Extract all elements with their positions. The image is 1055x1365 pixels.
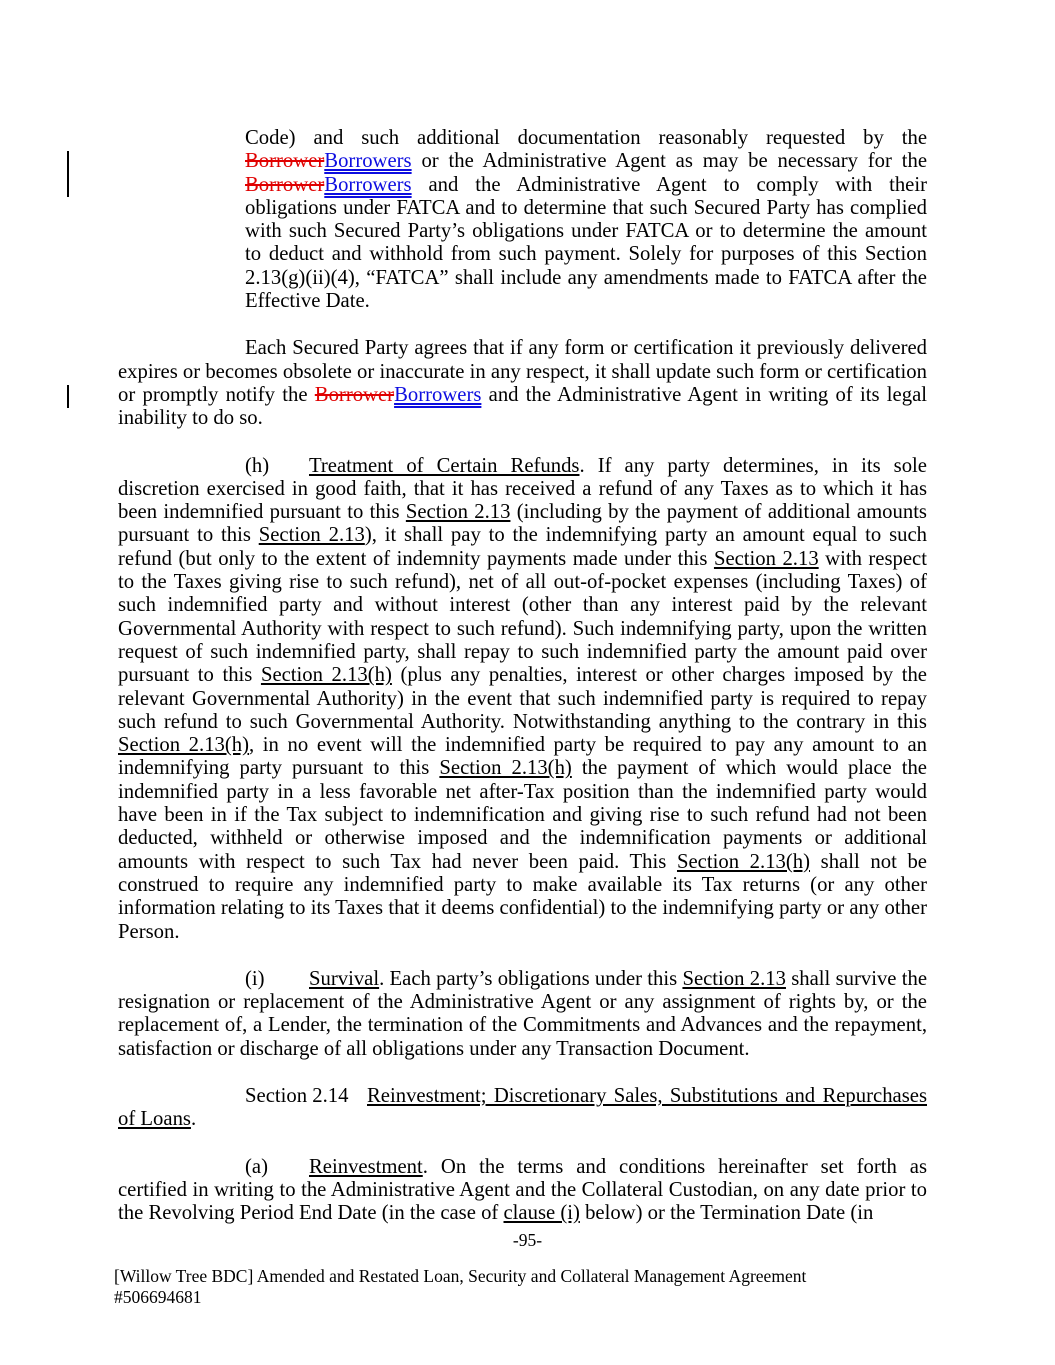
- underlined-reference: Section 2.13: [258, 524, 365, 547]
- underlined-reference: Section 2.13(h): [118, 734, 250, 757]
- underlined-reference: Survival: [309, 967, 380, 990]
- survival-paragraph: [118, 968, 927, 1061]
- text-run: shall survive the resignation or replacement of the Administrative Agent or any assignment of rights by, or the replacement of, a Lender, the termination of the Commitments and Advances and the repayment, satisfaction or discharge of all obligations under any Transaction Document.: [118, 967, 927, 1060]
- text-run: or the Administrative Agent as may be necessary for the: [411, 150, 927, 173]
- text-run: the payment of which would place the indemnified party in a less favorable net after-Tax position than the indemnified party would have been in if the Tax subject to indemnification and giving rise to such refund had not been deducted, withheld or otherwise imposed and the indemnification payments or additional amounts with respect to such Tax had never been paid. This: [118, 757, 927, 873]
- underlined-reference: Section 2.13(h): [676, 850, 811, 873]
- text-run: , in no event will the indemnified party be required to pay any amount to an indemnifying party pursuant to this: [118, 734, 927, 780]
- underlined-reference: Reinvestment: [309, 1155, 423, 1178]
- list-marker: (i): [245, 967, 265, 990]
- underlined-reference: Section 2.13: [682, 967, 786, 990]
- text-run: .: [190, 1108, 197, 1131]
- secured-party-update-paragraph: [118, 337, 927, 430]
- text-run: . Each party’s obligations under this: [379, 967, 683, 990]
- reinvestment-paragraph: [118, 1156, 927, 1226]
- list-marker: Section 2.14: [245, 1084, 349, 1107]
- text-run: and the Administrative Agent to comply with their obligations under FATCA and to determine that such Secured Party has complied with such Secured Party’s obligations under FATCA or to determine the amount to deduct and withhold from such payment. Solely for purposes of this Section 2.13(g)(ii)(4), “FATCA” shall include any amendments made to FATCA after the Effective Date.: [245, 173, 927, 313]
- list-marker: (h): [245, 454, 270, 477]
- text-run: . If any party determines, in its sole discretion exercised in good faith, that it has received a refund of any Taxes as to which it has been indemnified pursuant to this: [118, 454, 927, 524]
- revision-change-bar: [67, 385, 69, 408]
- underlined-reference: Section 2.13: [405, 501, 511, 524]
- inserted-text: Borrowers: [394, 383, 482, 406]
- inserted-text: Borrowers: [324, 150, 412, 173]
- underlined-reference: Section 2.13(h): [260, 664, 392, 687]
- underlined-reference: Reinvestment; Discretionary Sales, Substitutions and Repurchases of Loans: [118, 1084, 927, 1131]
- text-run: ), it shall pay to the indemnifying party an amount equal to such refund (but only to the extent of indemnity payments made under this: [118, 524, 927, 570]
- deleted-text: Borrower: [245, 173, 325, 196]
- text-run: Code) and such additional documentation reasonably requested by the: [245, 127, 927, 149]
- text-run: . On the terms and conditions hereinafter set forth as certified in writing to the Administrative Agent and the Collateral Custodian, on any date prior to the Revolving Period End Date (in the case of: [118, 1155, 927, 1225]
- text-run: below) or the Termination Date (in: [579, 1202, 874, 1225]
- section-2-14-heading: [118, 1085, 927, 1132]
- underlined-reference: Treatment of Certain Refunds: [309, 454, 580, 477]
- page-footer: [114, 1266, 934, 1308]
- underlined-reference: clause (i): [503, 1202, 580, 1225]
- revision-change-bar: [67, 151, 69, 197]
- text-run: (including by the payment of additional amounts pursuant to this: [118, 501, 927, 547]
- list-marker: (a): [245, 1155, 268, 1178]
- deleted-text: Borrower: [245, 150, 325, 173]
- underlined-reference: Section 2.13: [713, 547, 819, 570]
- text-run: Each Secured Party agrees that if any form or certification it previously delivered expires or becomes obsolete or inaccurate in any respect, it shall update such form or certification or promptly notify the: [118, 337, 927, 406]
- footer-doc-number: #506694681: [114, 1287, 202, 1307]
- inserted-text: Borrowers: [324, 173, 412, 196]
- text-run: (plus any penalties, interest or other charges imposed by the relevant Governmental Authority) in the event that such indemnified party is required to repay such refund to such Governmental Authority. Notwithstanding anything to the contrary in this: [118, 664, 927, 733]
- page-number: -95-: [512, 1230, 543, 1250]
- deleted-text: Borrower: [314, 383, 395, 406]
- footer-doc-title: [Willow Tree BDC] Amended and Restated Loan, Security and Collateral Management Agreement: [114, 1266, 807, 1286]
- text-run: shall not be construed to require any indemnified party to make available its Tax returns (or any other information relating to its Taxes that it deems confidential) to the indemnifying party or any other Person.: [118, 850, 927, 943]
- treatment-of-certain-refunds-paragraph: [118, 455, 927, 944]
- underlined-reference: Section 2.13(h): [439, 757, 572, 780]
- document-body: [118, 127, 927, 1249]
- text-run: and the Administrative Agent in writing of its legal inability to do so.: [118, 383, 927, 430]
- text-run: with respect to the Taxes giving rise to such refund), net of all out-of-pocket expenses (including Taxes) of such indemnified party and without interest (other than any interest paid by the relevant Governmental Authority with respect to such refund). Such indemnifying party, upon the written request of such indemnified party, shall repay to such indemnified party the amount paid over pursuant to this: [118, 547, 927, 687]
- continued-fatca-clause: [245, 127, 927, 313]
